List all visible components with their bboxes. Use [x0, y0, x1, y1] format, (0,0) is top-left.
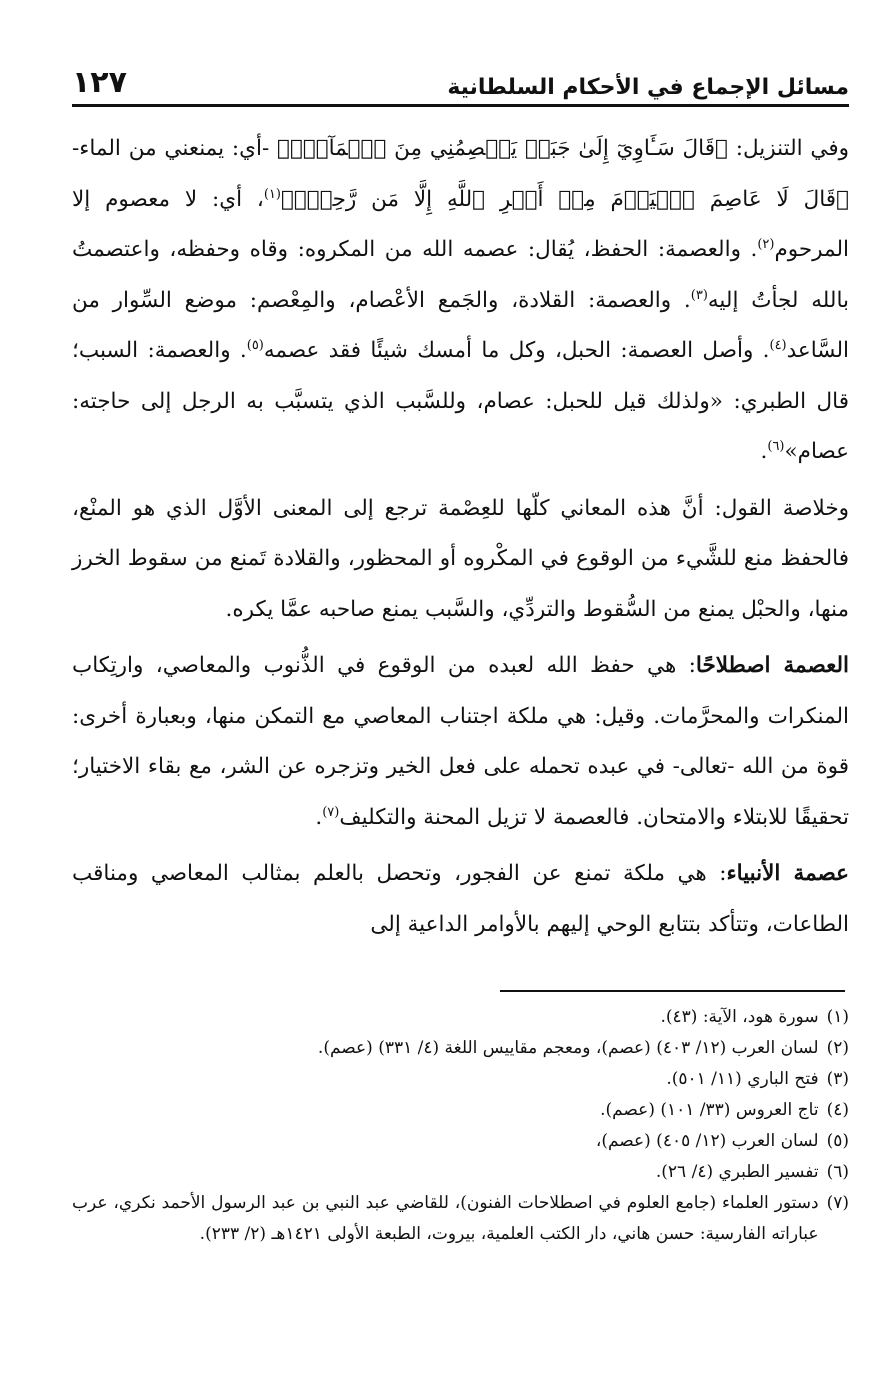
footnote-text: فتح الباري (١١/ ٥٠١). [666, 1069, 819, 1089]
text-segment: . [315, 804, 323, 830]
text-segment: . والعصمة: القلادة، والجَمع الأعْصام، والمِعْصم: موضع السِّوار من السَّاعد [72, 287, 849, 363]
text-segment: . [760, 439, 768, 464]
footnote-number: (١) [826, 1007, 849, 1027]
term-heading: العصمة اصطلاحًا [695, 653, 849, 678]
footnote-ref-2[interactable]: (٢) [757, 236, 775, 252]
page-number: ١٢٧ [72, 65, 127, 100]
footnote-item [72, 1126, 849, 1157]
footnote-separator [500, 990, 845, 992]
footnote-number: (٥) [826, 1131, 849, 1151]
main-text [72, 124, 849, 950]
footnote-ref-7[interactable]: (٧) [322, 804, 340, 820]
footnote-item [72, 1095, 849, 1126]
text-segment: . والعصمة: السبب؛ قال الطبري: «ولذلك قيل للحبل: عصام، وللسَّبب الذي يتسبَّب به الرجل إلى حاجته: عصام» [72, 338, 849, 464]
footnote-ref-4[interactable]: (٤) [769, 337, 787, 353]
footnote-text: دستور العلماء (جامع العلوم في اصطلاحات الفنون)، للقاضي عبد النبي بن عبد الرسول الأحمد نكري، عرب عباراته الفارسية: حسن هاني، دار الكتب العلمية، بيروت، الطبعة الأولى ١٤٢١هـ (٢/ ٢٣٣). [72, 1193, 819, 1244]
footnote-ref-6[interactable]: (٦) [767, 438, 785, 454]
text-segment: وفي التنزيل: ﴿قَالَ سَـَٔاوِيٓ إِلَىٰ جَبَلٖ يَعۡصِمُنِي مِنَ ٱلۡمَآءِۚ﴾ -أي: يمنعني من الماء- ﴿قَالَ لَا عَاصِمَ ٱلۡيَوۡمَ مِنۡ أَمۡرِ ٱللَّهِ إِلَّا مَن رَّحِمَۚ﴾ [72, 136, 849, 212]
footnote-item [72, 1157, 849, 1188]
footnote-item [72, 1033, 849, 1064]
footnote-ref-3[interactable]: (٣) [690, 287, 708, 303]
term-heading: عصمة الأنبياء [726, 861, 849, 886]
running-header [72, 54, 849, 100]
text-segment: : هي حفظ الله لعبده من الوقوع في الذُّنوب والمعاصي، وارتِكاب المنكرات والمحرَّمات. وقيل: هي ملكة اجتناب المعاصي مع التمكن منها، وبعبارة أخرى: قوة من الله -تعالى- في عبده تحمله على فعل الخير وتزجره عن الشر، مع بقاء الاختيار؛ تحقيقًا للابتلاء والامتحان. فالعصمة لا تزيل المحنة والتكليف [72, 653, 849, 830]
header-rule [72, 104, 849, 107]
footnote-ref-5[interactable]: (٥) [246, 337, 264, 353]
footnote-item [72, 1188, 849, 1250]
footnote-item [72, 1002, 849, 1033]
text-segment: ، أي: لا معصوم إلا المرحوم [72, 186, 849, 262]
footnote-text: لسان العرب (١٢/ ٤٠٥) (عصم)، [595, 1131, 819, 1151]
paragraph-prophets-infallibility [72, 849, 849, 950]
footnotes [72, 1002, 849, 1250]
footnote-number: (٢) [826, 1038, 849, 1058]
footnote-text: سورة هود، الآية: (٤٣). [660, 1007, 819, 1027]
footnote-text: لسان العرب (١٢/ ٤٠٣) (عصم)، ومعجم مقاييس اللغة (٤/ ٣٣١) (عصم). [317, 1038, 819, 1058]
text-segment: . والعصمة: الحفظ، يُقال: عصمه الله من المكروه: وقاه وحفظه، واعتصمتُ بالله لجأتُ إليه [72, 237, 849, 313]
footnote-number: (٦) [826, 1162, 849, 1182]
footnote-number: (٣) [826, 1069, 849, 1089]
text-segment: . وأصل العصمة: الحبل، وكل ما أمسك شيئًا فقد عصمه [263, 338, 770, 363]
paragraph-lexical-meaning [72, 124, 849, 478]
footnote-number: (٤) [826, 1100, 849, 1120]
footnote-item [72, 1064, 849, 1095]
text-segment: : هي ملكة تمنع عن الفجور، وتحصل بالعلم بمثالب المعاصي ومناقب الطاعات، وتتأكد بتتابع الوحي إليهم بالأوامر الداعية إلى [72, 861, 849, 937]
paragraph-technical-definition [72, 641, 849, 843]
header-title: مسائل الإجماع في الأحكام السلطانية [447, 75, 849, 100]
paragraph-summary: وخلاصة القول: أنَّ هذه المعاني كلّها للعِصْمة ترجع إلى المعنى الأوَّل الذي هو المنْع، فالحفظ منع للشَّيء من الوقوع في المكْروه أو المحظور، والقلادة تَمنع من سقوط الخرز منها، والحبْل يمنع من السُّقوط والتردِّي، والسَّبب يمنع صاحبه عمَّا يكره. [72, 495, 849, 622]
footnote-ref-1[interactable]: (١) [263, 186, 281, 202]
footnote-text: تفسير الطبري (٤/ ٢٦). [655, 1162, 819, 1182]
footnote-text: تاج العروس (٣٣/ ١٠١) (عصم). [600, 1100, 819, 1120]
footnote-number: (٧) [826, 1193, 849, 1213]
